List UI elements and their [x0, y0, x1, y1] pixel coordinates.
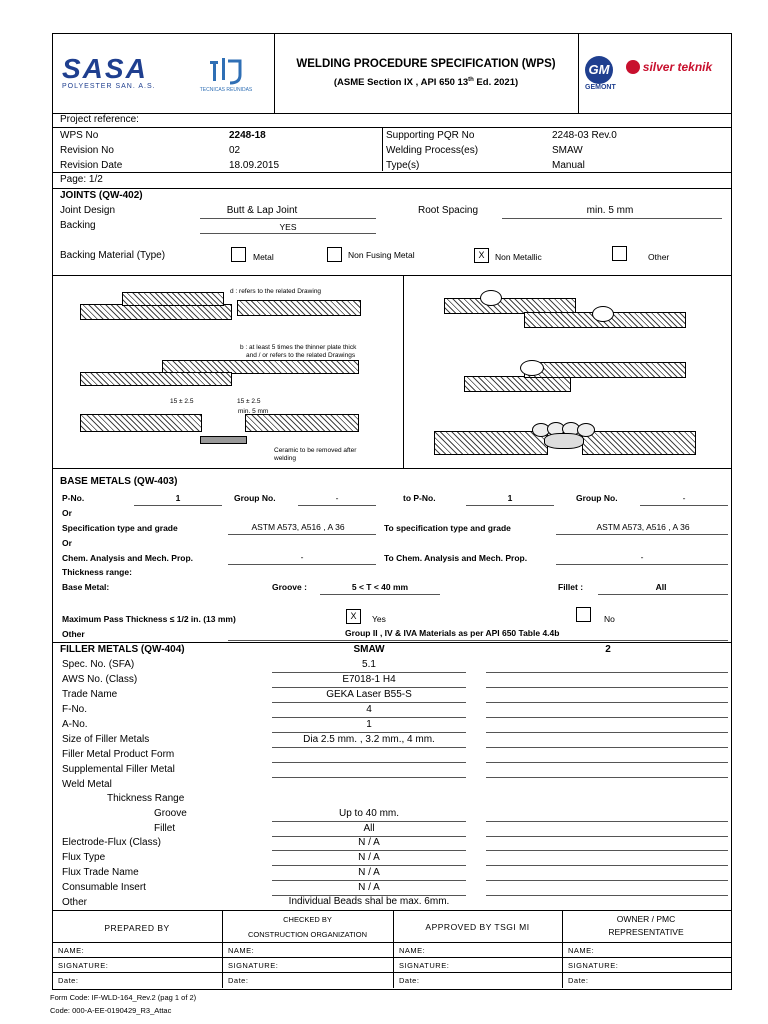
spec-grade-value: ASTM A573, A516 , A 36	[251, 522, 345, 532]
thickness-range-label: Thickness range:	[62, 567, 132, 577]
drawing-note-b1: b : at least 5 times the thinner plate thick	[240, 344, 357, 351]
groove-label: Groove :	[272, 582, 307, 592]
wps-no-label: WPS No	[60, 130, 99, 141]
metal-checkbox[interactable]	[231, 247, 246, 262]
filler-row-value: GEKA Laser B55-S	[326, 689, 412, 700]
other-option-label: Other	[648, 252, 670, 262]
drawing-angle-right: 15 ± 2.5	[237, 398, 261, 405]
form-code: Form Code: IF-WLD-164_Rev.2 (pag 1 of 2)	[50, 993, 197, 1002]
silver-teknik-logo	[626, 60, 712, 74]
wps-no-value: 2248-18	[229, 130, 266, 141]
revision-no-label: Revision No	[60, 145, 114, 156]
drawing-angle-left: 15 ± 2.5	[170, 398, 194, 405]
base-other-label: Other	[62, 629, 85, 639]
weld-groove-value: Up to 40 mm.	[338, 808, 400, 819]
filler-row2-value: N / A	[358, 867, 380, 878]
subtitle-end: Ed. 2021)	[473, 77, 519, 89]
page-number: Page: 1/2	[60, 174, 103, 185]
base-other-value: Group II , IV & IVA Materials as per API 650 Table 4.4b	[345, 628, 560, 638]
checked-by-header-1: CHECKED BY	[283, 915, 332, 924]
document-title: WELDING PROCEDURE SPECIFICATION (WPS)	[296, 58, 556, 70]
to-p-no-label: to P-No.	[403, 493, 436, 503]
type-label: Type(s)	[386, 160, 420, 171]
sig-name-field[interactable]: NAME:	[399, 946, 426, 955]
chem-analysis-label: Chem. Analysis and Mech. Prop.	[62, 553, 193, 563]
subtitle-text: (ASME Section IX , API 650 13	[333, 77, 469, 89]
group-no2-label: Group No.	[576, 493, 618, 503]
base-metals-title: BASE METALS (QW-403)	[60, 476, 178, 487]
sasa-logo-sub: POLYESTER SAN. A.S.	[62, 83, 156, 90]
weld-fillet-label: Fillet	[154, 823, 176, 834]
checked-by-header-2: CONSTRUCTION ORGANIZATION	[247, 930, 368, 939]
to-spec-grade-label: To specification type and grade	[384, 523, 511, 533]
max-pass-no-label: No	[604, 614, 615, 624]
drawing-ceramic-note2: welding	[274, 455, 297, 462]
base-metal-label: Base Metal:	[62, 582, 110, 592]
spec-grade-label: Specification type and grade	[62, 523, 178, 533]
group-no-value: -	[335, 493, 339, 503]
to-chem-analysis-value: -	[640, 552, 644, 562]
sig-name-field[interactable]: NAME:	[58, 946, 85, 955]
chem-analysis-value: -	[300, 552, 304, 562]
root-spacing-value: min. 5 mm	[586, 205, 634, 216]
filler-metals-title: FILLER METALS (QW-404)	[60, 644, 185, 655]
non-fusing-metal-checkbox[interactable]	[327, 247, 342, 262]
drawing-note-b2: and / or refers to the related Drawings	[246, 352, 356, 359]
other-checkbox[interactable]	[612, 246, 627, 261]
fillet-value: All	[655, 582, 667, 592]
owner-header-1: OWNER / PMC	[616, 914, 676, 924]
drawing-note-d: d : refers to the related Drawing	[230, 288, 322, 295]
weld-fillet-value: All	[363, 823, 375, 834]
metal-option-label: Metal	[253, 252, 274, 262]
tr-logo-sub: TECNICAS REUNIDAS	[199, 87, 253, 93]
welding-process-value: SMAW	[552, 145, 583, 156]
type-value: Manual	[552, 160, 585, 171]
filler-other-value: Individual Beads shal be max. 6mm.	[288, 896, 450, 907]
filler-row-label: Filler Metal Product Form	[62, 749, 175, 760]
project-reference-label: Project reference:	[60, 114, 139, 125]
thickness-range-filler-label: Thickness Range	[107, 793, 185, 804]
silver-teknik-icon	[626, 60, 640, 74]
tr-logo	[198, 55, 254, 93]
group-no-label: Group No.	[234, 493, 276, 503]
sasa-logo	[62, 55, 156, 90]
weld-groove-label: Groove	[154, 808, 187, 819]
sig-signature-field[interactable]: SIGNATURE:	[399, 961, 450, 970]
to-p-no-value: 1	[507, 493, 513, 503]
filler-row2-label: Flux Trade Name	[62, 867, 139, 878]
silver-teknik-text: silver teknik	[642, 60, 713, 74]
filler-row2-value: N / A	[358, 882, 380, 893]
non-metallic-option-label: Non Metallic	[495, 252, 542, 262]
filler-row-label: AWS No. (Class)	[62, 674, 138, 685]
filler-other-label: Other	[62, 897, 88, 908]
joint-design-label: Joint Design	[60, 205, 116, 216]
or-label-1: Or	[62, 508, 72, 518]
fillet-label: Fillet :	[558, 582, 584, 592]
filler-row2-label: Consumable Insert	[62, 882, 146, 893]
filler-row2-value: N / A	[358, 852, 380, 863]
approved-by-header: APPROVED BY TSGI MI	[425, 922, 530, 932]
joint-drawing-left	[52, 276, 403, 468]
max-pass-thickness-label: Maximum Pass Thickness ≤ 1/2 in. (13 mm)	[62, 614, 236, 624]
document-subtitle	[274, 74, 578, 89]
sig-signature-field[interactable]: SIGNATURE:	[58, 961, 109, 970]
owner-header-2: REPRESENTATIVE	[608, 927, 684, 937]
filler-row-label: Supplemental Filler Metal	[62, 764, 175, 775]
sasa-logo-text: SASA	[62, 53, 148, 84]
subtitle-sup: th	[468, 77, 474, 83]
filler-row-value: Dia 2.5 mm. , 3.2 mm., 4 mm.	[303, 734, 435, 745]
to-spec-grade-value: ASTM A573, A516 , A 36	[596, 522, 690, 532]
to-chem-analysis-label: To Chem. Analysis and Mech. Prop.	[384, 553, 528, 563]
filler-row-label: A-No.	[62, 719, 88, 730]
filler-row-value: 5.1	[362, 659, 376, 670]
revision-no-value: 02	[229, 145, 241, 156]
sig-signature-field[interactable]: SIGNATURE:	[228, 961, 279, 970]
backing-value: YES	[279, 222, 297, 232]
document-code: Code: 000-A-EE-0190429_R3_Attac	[50, 1006, 172, 1015]
weld-metal-label: Weld Metal	[62, 779, 112, 790]
filler-row-value: E7018-1 H4	[342, 674, 396, 685]
non-fusing-metal-option-label: Non Fusing Metal	[348, 250, 415, 260]
p-no-value: 1	[175, 493, 181, 503]
p-no-label: P-No.	[62, 493, 85, 503]
joints-title: JOINTS (QW-402)	[60, 190, 143, 201]
max-pass-yes-label: Yes	[372, 614, 386, 624]
filler-row-label: F-No.	[62, 704, 87, 715]
gemont-text: GEMONT	[585, 84, 616, 91]
group-no2-value: -	[682, 493, 686, 503]
sig-date-field[interactable]: Date:	[58, 976, 79, 985]
joint-design-value: Butt & Lap Joint	[226, 205, 298, 216]
drawing-min5: min. 5 mm	[238, 408, 269, 415]
root-spacing-label: Root Spacing	[418, 205, 479, 216]
filler-row2-label: Electrode-Flux (Class)	[62, 837, 161, 848]
filler-row2-label: Flux Type	[62, 852, 106, 863]
sig-name-field[interactable]: NAME:	[568, 946, 595, 955]
sig-name-field[interactable]: NAME:	[228, 946, 255, 955]
backing-label: Backing	[60, 220, 96, 231]
supporting-pqr-label: Supporting PQR No	[386, 130, 475, 141]
backing-material-label: Backing Material (Type)	[60, 250, 166, 261]
filler-row-value: 1	[366, 719, 372, 730]
drawing-ceramic-note1: Ceramic to be removed after	[274, 447, 357, 454]
sig-date-field[interactable]: Date:	[399, 976, 420, 985]
welding-process-label: Welding Process(es)	[386, 145, 479, 156]
revision-date-label: Revision Date	[60, 160, 123, 171]
filler-row-label: Spec. No. (SFA)	[62, 659, 135, 670]
groove-value: 5 < T < 40 mm	[351, 582, 409, 592]
sig-date-field[interactable]: Date:	[228, 976, 249, 985]
non-metallic-checkbox[interactable]: X	[474, 248, 489, 263]
filler-col2-header: 2	[605, 644, 611, 655]
supporting-pqr-value: 2248-03 Rev.0	[552, 130, 617, 141]
filler-row-value: 4	[366, 704, 372, 715]
sig-signature-field[interactable]: SIGNATURE:	[568, 961, 619, 970]
tr-logo-icon	[206, 55, 246, 87]
gemont-logo	[585, 56, 625, 91]
filler-row-label: Size of Filler Metals	[62, 734, 150, 745]
or-label-2: Or	[62, 538, 72, 548]
filler-row-label: Trade Name	[62, 689, 118, 700]
revision-date-value: 18.09.2015	[229, 160, 280, 171]
filler-col1-header: SMAW	[353, 644, 385, 655]
max-pass-yes-checkbox[interactable]: X	[346, 609, 361, 624]
joint-drawing-right	[404, 276, 730, 468]
sig-date-field[interactable]: Date:	[568, 976, 589, 985]
filler-row2-value: N / A	[358, 837, 380, 848]
max-pass-no-checkbox[interactable]	[576, 607, 591, 622]
prepared-by-header: PREPARED BY	[104, 923, 170, 933]
gemont-mark: GM	[585, 56, 613, 84]
